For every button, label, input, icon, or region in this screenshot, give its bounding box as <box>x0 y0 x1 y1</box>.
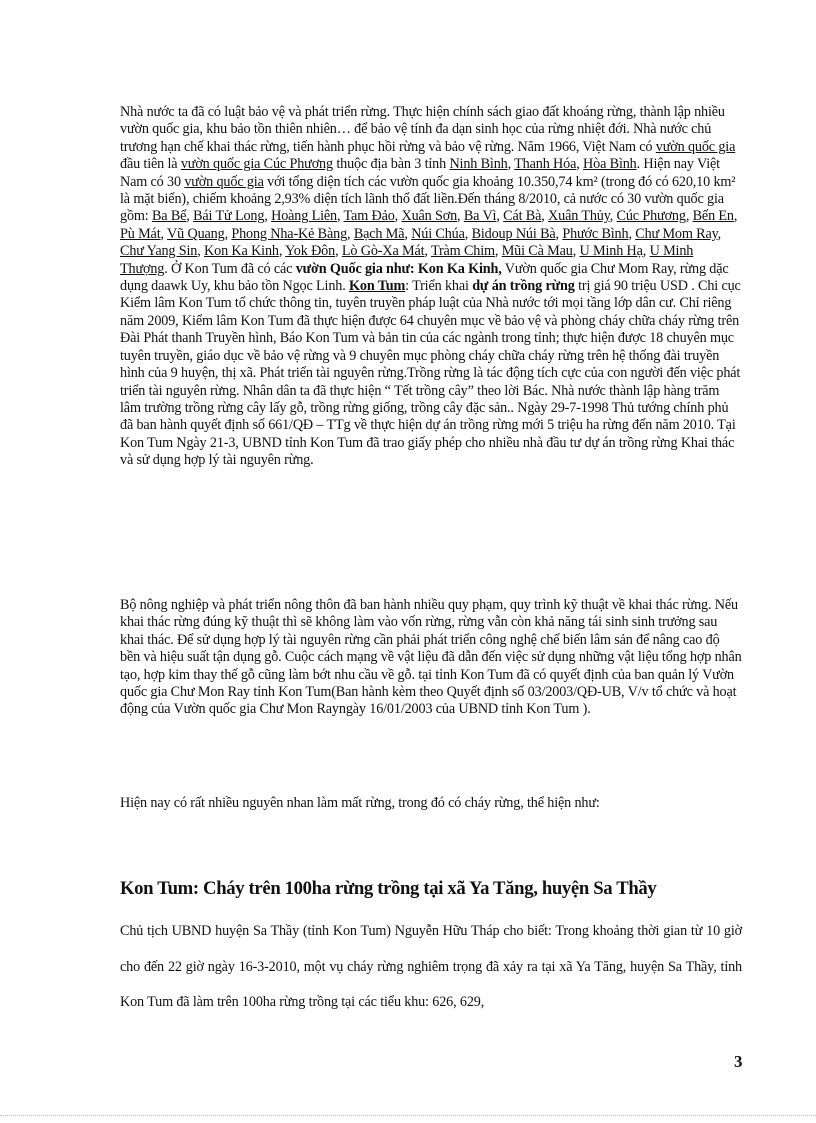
underlined-term: Bidoup Núi Bà <box>471 225 556 242</box>
text-run: , <box>224 225 232 242</box>
underlined-term: U Minh Thượng <box>120 243 694 277</box>
text-run: , <box>555 225 563 242</box>
underlined-term: Phong Nha-Kẻ Bàng <box>231 225 348 242</box>
underlined-term: Ninh Bình <box>449 156 508 173</box>
underlined-term: vườn quốc gia Cúc Phương <box>180 156 333 173</box>
underlined-term: vườn quốc gia <box>655 138 736 155</box>
page-bottom-divider <box>0 1115 816 1116</box>
text-run: , <box>278 243 286 260</box>
bold-underlined-term: Kon Tum <box>349 278 406 295</box>
text-run: , <box>507 156 515 173</box>
text-run: , <box>496 208 504 225</box>
underlined-term: Kon Ka Kinh <box>204 243 279 260</box>
underlined-term: Xuân Thủy <box>548 208 610 225</box>
underlined-term: Tam Đảo <box>343 208 395 225</box>
underlined-term: Bến En <box>692 208 734 225</box>
text-run: , <box>404 225 412 242</box>
news-heading: Kon Tum: Cháy trên 100ha rừng trồng tại xã Ya Tăng, huyện Sa Thầy <box>120 878 657 899</box>
text-run: với tổng diện tích các vườn quốc gia khoảng 10.350,74 km² (trong đó có 620,10 km² là mặt biển), chiếm khoảng 2,93% diện tích lãnh thổ đất liền.Đến tháng 8/2010, cả nước có 30 vườn quốc gia gồm: <box>120 173 736 225</box>
text-run: Nhà nước ta đã có luật bảo vệ và phát triển rừng. Thực hiện chính sách giao đất khoáng rừng, thành lập nhiều vườn quốc gia, khu bảo tồn thiên nhiên… để bảo vệ tính đa dạn sinh học của rừng nhiệt đới. Nhà nước chủ trương hạn chế khai thác rừng, tiến hành phục hồi rừng và bảo vệ rừng. Năm 1966, Việt Nam có <box>120 104 725 155</box>
underlined-term: U Minh Hạ <box>579 243 643 260</box>
paragraph-forest-exploitation: Bộ nông nghiệp và phát triển nông thôn đã ban hành nhiều quy phạm, quy trình kỹ thuật về khai thác rừng. Nếu khai thác rừng đúng kỹ thuật thì sẽ không làm vào vốn rừng, rừng vẫn còn khả năng tái sinh sinh trưởng sau khai thác. Để sử dụng hợp lý tài nguyên rừng cần phải phát triển công nghệ chế biến lâm sản để nâng cao độ bền và hiệu suất tận dụng gỗ. Cuộc cách mạng về vật liệu đã dẫn đến việc sử dụng những vật liệu tổng hợp nhân tạo, hợp kim thay thế gỗ cũng làm bớt nhu cầu về gỗ. tại tỉnh Kon Tum đã có quyết định của ban quản lý Vườn quốc gia Chư Mon Ray tỉnh Kon Tum(Ban hành kèm theo Quyết định số 03/2003/QĐ-UB, V/v tổ chức và hoạt động của Vườn quốc gia Chư Mon Rayngày 16/01/2003 của UBND tỉnh Kon Tum ). <box>120 597 742 718</box>
text-run: , <box>642 243 650 260</box>
text-run: , <box>572 243 580 260</box>
underlined-term: Chư Mom Ray <box>635 225 718 242</box>
text-run: , <box>336 208 344 225</box>
underlined-term: Pù Mát <box>120 225 161 242</box>
text-run: , <box>335 243 342 260</box>
underlined-term: Chư Yang Sin <box>120 243 198 260</box>
text-run: : Triển khai <box>405 278 473 295</box>
underlined-term: Phước Bình <box>562 225 629 242</box>
text-run: , <box>685 208 693 225</box>
text-run: , <box>424 243 431 260</box>
underlined-term: Vũ Quang <box>167 225 225 242</box>
text-run: , <box>457 208 464 225</box>
underlined-term: Xuân Sơn <box>401 208 458 225</box>
text-run: , <box>576 156 584 173</box>
paragraph-national-parks <box>120 104 742 470</box>
text-run: thuộc địa bàn 3 tỉnh <box>332 156 450 173</box>
underlined-term: Mũi Cà Mau <box>501 243 573 260</box>
bold-term: dự án trồng rừng <box>472 278 575 295</box>
text-run: trị giá 90 triệu USD . Chi cục Kiểm lâm Kon Tum tổ chức thông tin, tuyên truyền pháp luật của Nhà nước tới mọi tầng lớp dân cư. Chỉ riêng năm 2009, Kiểm lâm Kon Tum đã thực hiện được 64 chuyên mục về bảo vệ và phòng cháy chữa cháy rừng trên Đài Phát thanh Truyền hình, Báo Kon Tum và bản tin của các ngành trong tỉnh; thực hiện được 18 chuyên mục tuyên truyền, giáo dục về bảo vệ rừng và 9 chuyên mục phòng cháy chữa cháy rừng trên hệ thống đài truyền hình của 9 huyện, thị xã. Phát triển tài nguyên rừng.Trồng rừng là tác động tích cực của con người đến việc phát triển tài nguyên rừng. Nhân dân ta đã thực hiện “ Tết trồng cây” theo lời Bác. Nhà nước thành lập hàng trăm lâm trường trồng rừng cây lấy gỗ, trồng rừng giống, trồng cây đặc sản.. Ngày 29-7-1998 Thủ tướng chính phủ đã ban hành quyết định số 661/QĐ – TTg về thực hiện dự án trồng rừng mới 5 triệu ha rừng đến năm 2010. Tại Kon Tum Ngày 21-3, UBND tỉnh Kon Tum đã trao giấy phép cho nhiều nhà đầu tư dự án trồng rừng Khai thác và sử dụng hợp lý tài nguyên rừng. <box>120 278 741 469</box>
text-run: , <box>609 208 617 225</box>
text-run: , <box>186 208 194 225</box>
text-run: , <box>717 225 722 242</box>
underlined-term: Yok Đôn <box>285 243 336 260</box>
text-run: , <box>628 225 636 242</box>
text-run: , <box>733 208 738 225</box>
underlined-term: Bạch Mã <box>353 225 405 242</box>
text-run: , <box>464 225 472 242</box>
underlined-term: Núi Chúa <box>411 225 465 242</box>
underlined-term: Lò Gò-Xa Mát <box>341 243 425 260</box>
text-run: . Ở Kon Tum đã có các <box>164 260 296 277</box>
underlined-term: vườn quốc gia <box>184 173 264 190</box>
bold-term: vườn Quốc gia như: Kon Ka Kinh, <box>295 260 502 277</box>
underlined-term: Tràm Chim <box>430 243 495 260</box>
underlined-term: Cúc Phương <box>616 208 686 225</box>
underlined-term: Ba Vì <box>463 208 497 225</box>
text-run: , <box>541 208 549 225</box>
underlined-term: Bái Tử Long <box>193 208 265 225</box>
text-run: Vườn quốc gia Chư Mom Ray, rừng dặc dụng daawk Uy, khu bảo tồn Ngọc Linh. <box>120 260 729 295</box>
text-run: , <box>160 225 168 242</box>
text-run: . Hiện nay Việt Nam có 30 <box>120 156 720 190</box>
underlined-term: Cát Bà <box>503 208 542 225</box>
text-run: đầu tiên là <box>120 156 181 173</box>
underlined-term: Ba Bể <box>151 208 187 225</box>
news-paragraph: Chủ tịch UBND huyện Sa Thầy (tỉnh Kon Tum) Nguyễn Hữu Tháp cho biết: Trong khoảng thời gian từ 10 giờ cho đến 22 giờ ngày 16-3-2010, một vụ cháy rừng nghiêm trọng đã xảy ra tại xã Ya Tăng, huyện Sa Thầy, tỉnh Kon Tum đã làm trên 100ha rừng trồng tại các tiểu khu: 626, 629, <box>120 923 742 1010</box>
text-run: , <box>264 208 272 225</box>
text-run: , <box>347 225 354 242</box>
text-run: , <box>197 243 205 260</box>
underlined-term: Hòa Bình <box>583 156 637 173</box>
underlined-term: Thanh Hóa <box>514 156 577 173</box>
paragraph-forest-loss-causes: Hiện nay có rất nhiều nguyên nhan làm mất rừng, trong đó có cháy rừng, thể hiện như: <box>120 795 600 811</box>
underlined-term: Hoàng Liên <box>271 208 337 225</box>
text-run: , <box>394 208 402 225</box>
page-number: 3 <box>734 1052 743 1071</box>
text-run: , <box>494 243 502 260</box>
